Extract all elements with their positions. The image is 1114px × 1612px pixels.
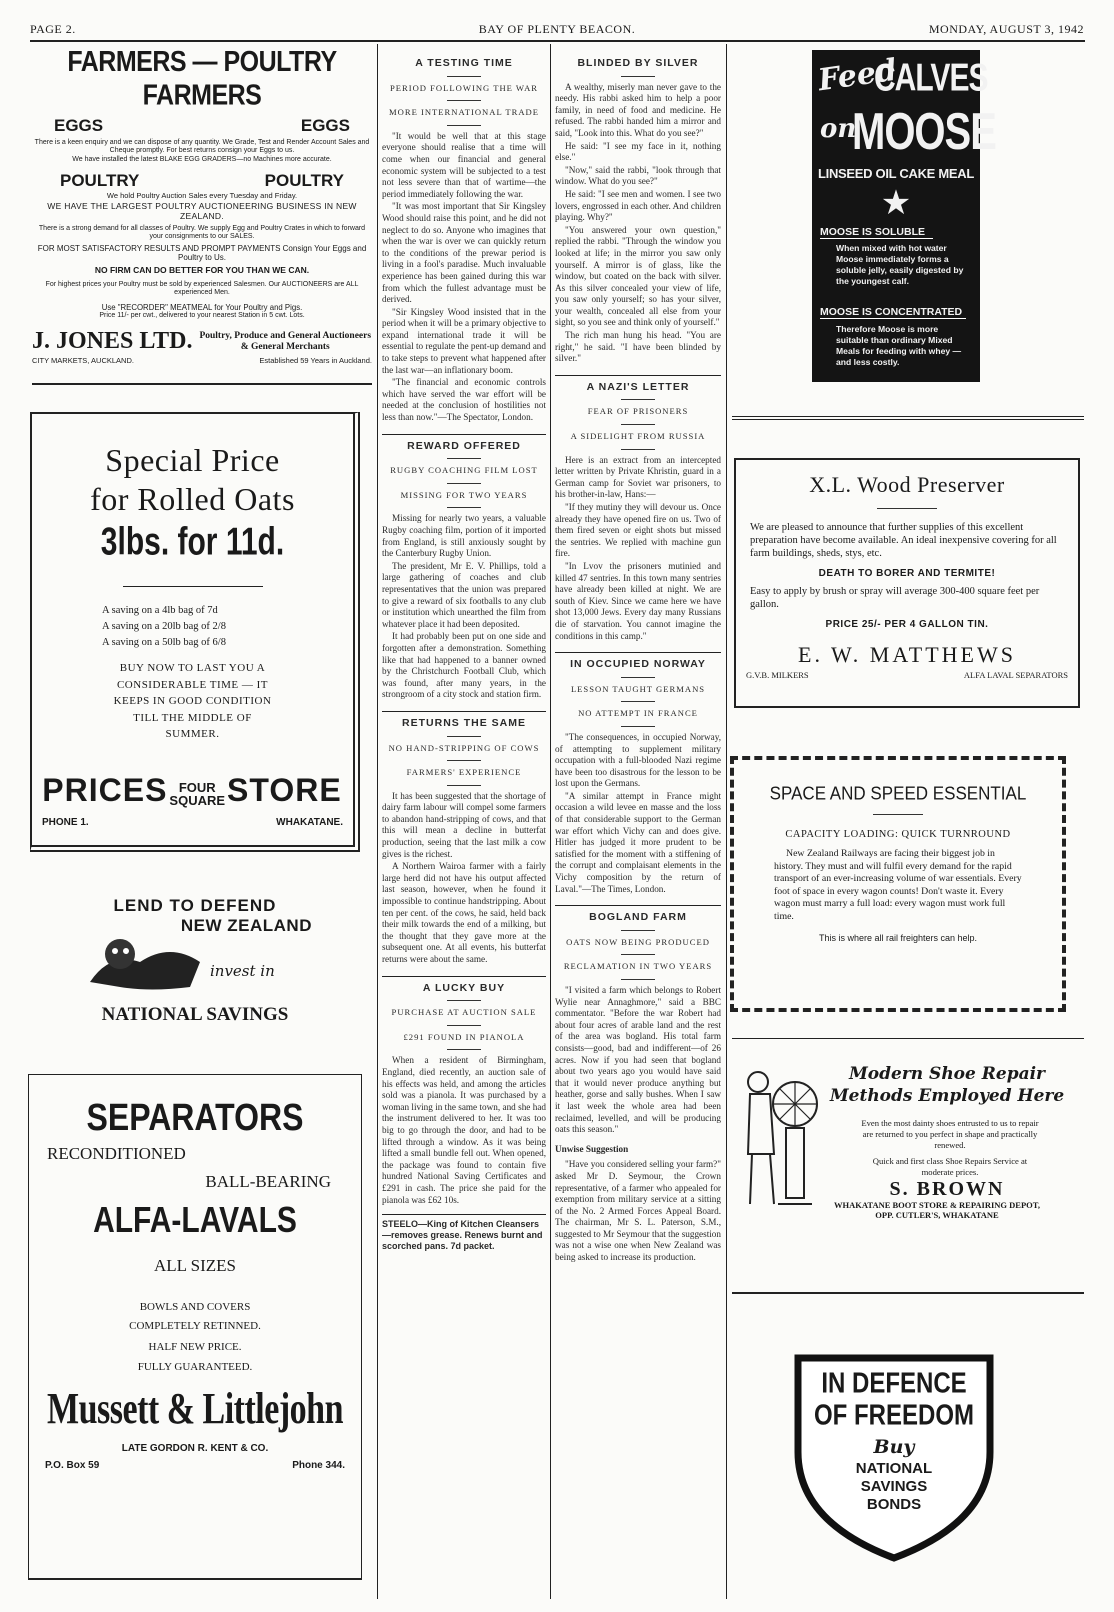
jones-headline: FARMERS — POULTRY FARMERS bbox=[67, 45, 337, 112]
article-title: IN OCCUPIED NORWAY bbox=[570, 658, 706, 671]
article-subtitle: £291 FOUND IN PIANOLA bbox=[403, 1031, 525, 1042]
moose-calves: CALVES bbox=[874, 56, 988, 100]
jones-established: Established 59 Years in Auckland. bbox=[259, 356, 372, 366]
article-subtitle: RUGBY COACHING FILM LOST bbox=[390, 465, 538, 476]
article-paragraph: "I visited a farm which belongs to Robert Wylie near Annaghmore," said a BBC commentator. "Before the war Robert had about four acres of arable land and the rest of the area was bogland. His total farm consists—good, bad and indifferent—of 26 acres. Now if you had seen that bogland about two years ago you would have said that it would never produce anything but heather, gorse and sally bushes. When I saw it last week the whole area had been reclaimed, levelled, and will be producing oats this season." bbox=[555, 985, 721, 1135]
shoe-opposite: OPP. CUTLER'S, WHAKATANE bbox=[875, 1210, 999, 1220]
article-paragraph: A Northern Wairoa farmer with a fairly large herd did not have his output affected last season, however, when he found it impossible to continue handstripping. About ten per cent. of the cows, he said, held back their milk towards the end of a milking, but the thought that they gave more at the subsequent one. At all events, his butterfat returns were about the same. bbox=[382, 861, 546, 964]
poultry-text: FOR MOST SATISFACTORY RESULTS AND PROMPT PAYMENTS Consign Your Eggs and Poultry to Us. bbox=[37, 243, 367, 263]
article-paragraph: "Now," said the rabbi, "look through that window. What do you see?" bbox=[555, 164, 721, 187]
separators-body: BOWLS AND COVERS COMPLETELY RETINNED. bbox=[129, 1301, 261, 1332]
poultry-label: POULTRY bbox=[60, 171, 140, 191]
article-subtitle: RECLAMATION IN TWO YEARS bbox=[563, 961, 713, 972]
store-name: FOUR bbox=[178, 780, 216, 795]
defence-text: IN DEFENCE bbox=[821, 1367, 967, 1400]
article-paragraph: Missing for nearly two years, a valuable Rugby coaching film, portion of it imported from England, is still anxiously sought by the Canterbury Rugby Union. bbox=[382, 513, 546, 559]
oats-title: Special Price bbox=[105, 442, 280, 478]
article-paragraph: He said: "I see my face in it, nothing else." bbox=[555, 140, 721, 163]
article-paragraph: "The consequences, in occupied Norway, of attempting to supplement military occupation with a full-blooded Nazi regime have been too disastrous for the lesson to be lost upon the Germans. bbox=[555, 731, 721, 789]
lend-defend-advert bbox=[60, 896, 330, 1036]
defence-text: BONDS bbox=[866, 1496, 922, 1513]
moose-on: on bbox=[820, 114, 857, 144]
article-paragraph: "In Lvov the prisoners mutinied and killed 47 sentries. In this town many sentries have already been killed at night. We are south of Kiev. Since we came here we have shot 13,000 Jews. Every day many Russians die of starvation. You cannot imagine the conditions in this camp." bbox=[555, 560, 721, 641]
article-subtitle: PERIOD FOLLOWING THE WAR bbox=[389, 82, 539, 93]
wood-left: G.V.B. MILKERS bbox=[746, 670, 809, 680]
shoe-title: Methods Employed Here bbox=[829, 1086, 1065, 1106]
article-subtitle: NO HAND-STRIPPING OF COWS bbox=[388, 742, 540, 753]
article-paragraph: "It was most important that Sir Kingsley Wood should raise this point, and he did not neglect to do so. Anyone who imagines that when the war is over we can quickly return to the conditions of the prewar period is living in a fool's paradise. Much invaluable experience has been gained during this war from which the fullest advantage must be derived. bbox=[382, 201, 546, 305]
column-three bbox=[555, 52, 721, 1265]
separators-brand: ALFA-LAVALS bbox=[93, 1200, 297, 1241]
moose-concentrated: MOOSE IS CONCENTRATED bbox=[820, 306, 966, 319]
moose-name: MOOSE bbox=[852, 103, 996, 161]
poultry-label: POULTRY bbox=[264, 171, 344, 191]
wood-right: ALFA LAVAL SEPARATORS bbox=[963, 670, 1068, 680]
separators-line: BALL-BEARING bbox=[205, 1172, 331, 1191]
moose-concentrated-text: Therefore Moose is more suitable than ordinary Mixed Meals for feeding with whey —and less costly. bbox=[836, 324, 962, 367]
article-title: A LUCKY BUY bbox=[422, 981, 506, 994]
article-title: REWARD OFFERED bbox=[407, 439, 521, 452]
wood-title: X.L. Wood Preserver bbox=[809, 472, 1005, 497]
jones-firm-name: J. JONES LTD. bbox=[32, 328, 193, 355]
section-rule bbox=[732, 419, 1084, 420]
lend-text: LEND TO DEFEND bbox=[113, 896, 277, 915]
moose-linseed: LINSEED OIL CAKE MEAL bbox=[818, 166, 974, 181]
article-title: BOGLAND FARM bbox=[589, 911, 687, 924]
defence-advert bbox=[794, 1352, 994, 1562]
jones-firm-desc: Poultry, Produce and General Auctioneers & General Merchants bbox=[199, 330, 372, 352]
article-title: BLINDED BY SILVER bbox=[577, 57, 699, 69]
oats-price: 3lbs. for 11d. bbox=[100, 520, 285, 564]
defence-text: OF FREEDOM bbox=[814, 1399, 974, 1432]
wood-firm: E. W. MATTHEWS bbox=[798, 642, 1016, 667]
store-name: STORE bbox=[227, 772, 342, 808]
wood-body: We are pleased to announce that further supplies of this excellent preparation have become available. An ideal inexpensive covering for all farm buildings, sheds, stys, etc. bbox=[750, 522, 1057, 559]
moose-soluble-text: When mixed with hot water Moose immediately forms a soluble jelly, easily digested by the youngest calf. bbox=[836, 243, 964, 286]
article-title: RETURNS THE SAME bbox=[402, 716, 526, 729]
page-number: PAGE 2. bbox=[30, 22, 76, 36]
poultry-text: NO FIRM CAN DO BETTER FOR YOU THAN WE CAN. bbox=[94, 264, 310, 275]
article-title: Unwise Suggestion bbox=[555, 1143, 629, 1154]
header-rule bbox=[30, 40, 1085, 42]
article-paragraph: It had probably been put on one side and forgotten after a demonstration. Something like that had happened to a banner owned by the Christchurch Football Club, which was found, after many years, in the strongroom of a city stock and station firm. bbox=[382, 631, 546, 700]
section-rule bbox=[32, 383, 372, 385]
article-paragraph: He said: "I see men and women. I see two lovers, engrossed in each other. And children playing. Why?" bbox=[555, 188, 721, 223]
bulldog-map-icon bbox=[80, 932, 220, 992]
separators-guarantee: FULLY GUARANTEED. bbox=[137, 1361, 253, 1373]
meatmeal-text: Use "RECORDER" MEATMEAL for Your Poultry and Pigs. bbox=[101, 302, 303, 312]
separators-phone: Phone 344. bbox=[292, 1460, 345, 1471]
eggs-text: We have installed the latest BLAKE EGG GRADERS—no Machines more accurate. bbox=[72, 155, 332, 163]
rail-sub: CAPACITY LOADING: QUICK TURNROUND bbox=[785, 829, 1011, 840]
column-divider bbox=[377, 44, 378, 1599]
shoe-store: WHAKATANE BOOT STORE & REPAIRING DEPOT, bbox=[834, 1200, 1040, 1210]
column-two bbox=[382, 52, 546, 1252]
issue-date: MONDAY, AUGUST 3, 1942 bbox=[928, 22, 1084, 36]
wood-easy: Easy to apply by brush or spray will average 300-400 square feet per gallon. bbox=[750, 586, 1040, 610]
separators-line: RECONDITIONED bbox=[47, 1144, 186, 1163]
railways-advert bbox=[730, 756, 1066, 1012]
section-rule bbox=[732, 416, 1084, 417]
shoe-title: Modern Shoe Repair bbox=[848, 1064, 1046, 1084]
lend-text: invest in bbox=[210, 962, 275, 980]
separators-firm: Mussett & Littlejohn bbox=[47, 1385, 343, 1434]
article-subtitle: LESSON TAUGHT GERMANS bbox=[570, 683, 706, 694]
article-paragraph: The president, Mr E. V. Phillips, told a large gathering of coaches and club representatives that the union was prepared to give a reward of six footballs to any club or institution which unearthed the film from whatever place it had been deposited. bbox=[382, 560, 546, 629]
wood-preserver-advert bbox=[734, 458, 1080, 708]
defence-buy: Buy bbox=[873, 1436, 915, 1458]
meatmeal-price: Price 11/- per cwt., delivered to your nearest Station in 5 cwt. Lots. bbox=[99, 311, 305, 319]
article-subtitle: MORE INTERNATIONAL TRADE bbox=[388, 107, 540, 118]
article-title: A TESTING TIME bbox=[415, 57, 513, 69]
lend-text: NATIONAL SAVINGS bbox=[101, 1004, 289, 1025]
oats-advert bbox=[30, 412, 360, 852]
column-divider bbox=[550, 44, 551, 1599]
newspaper-title: BAY OF PLENTY BEACON. bbox=[478, 22, 636, 36]
article-subtitle: MISSING FOR TWO YEARS bbox=[400, 489, 528, 500]
article-subtitle: NO ATTEMPT IN FRANCE bbox=[578, 708, 698, 719]
steelo-advert: STEELO—King of Kitchen Cleansers—removes grease. Renews burnt and scorched pans. 7d packet. bbox=[382, 1219, 543, 1252]
eggs-label: EGGS bbox=[54, 116, 104, 135]
jones-address: CITY MARKETS, AUCKLAND. bbox=[32, 356, 134, 366]
article-paragraph: "It would be well that at this stage everyone should realise that a time will come when our financial and general economic system will be subjected to a test not less severe than that of wartime—the period immediately following the war. bbox=[382, 130, 546, 199]
article-paragraph: "If they mutiny they will devour us. Once already they have opened fire on us. Two of them fired seven or eight shots but missed the sentries. We replied with machine gun fire. bbox=[555, 502, 721, 559]
separators-late: LATE GORDON R. KENT & CO. bbox=[121, 1443, 269, 1454]
rail-title: SPACE AND SPEED ESSENTIAL bbox=[769, 783, 1027, 804]
store-phone: PHONE 1. bbox=[42, 817, 89, 828]
poultry-text: There is a strong demand for all classes of Poultry. We supply Egg and Poultry Crates in which to forward your consignments to our SALES. bbox=[38, 224, 366, 241]
shoe-quick: Quick and first class Shoe Repairs Service at moderate prices. bbox=[872, 1156, 1028, 1177]
oats-title: for Rolled Oats bbox=[90, 481, 295, 517]
oats-saving: A saving on a 20lb bag of 2/8 bbox=[102, 621, 226, 632]
article-paragraph: A wealthy, miserly man never gave to the needy. His rabbi asked him to help a poor family, in need of food and medicine. He refused. The rabbi handed him a mirror and said, "Look into this. What do you see?" bbox=[555, 81, 721, 138]
moose-soluble: MOOSE IS SOLUBLE bbox=[820, 226, 933, 239]
oats-saving: A saving on a 4lb bag of 7d bbox=[102, 605, 218, 616]
eggs-label: EGGS bbox=[300, 116, 350, 135]
article-paragraph: "You answered your own question," replied the rabbi. "Through the window you looked at life; in the mirror you saw only yourself. A mirror is of glass, like the window, but coated on the back with silver. As this silver concealed your view of life, you saw only yourself; so has your silver, your wealth, concealed all else from your sight, so you see and think only of yourself." bbox=[555, 224, 721, 328]
store-name: SQUARE bbox=[169, 793, 226, 808]
article-subtitle: FARMERS' EXPERIENCE bbox=[406, 767, 522, 778]
cobbler-icon bbox=[740, 1064, 820, 1214]
poultry-text: For highest prices your Poultry must be sold by experienced Salesmen. Our AUCTIONEERS are ALL experienced Men. bbox=[45, 280, 359, 297]
separators-sizes: ALL SIZES bbox=[153, 1256, 236, 1275]
shoe-repair-advert bbox=[740, 1060, 1080, 1220]
column-divider bbox=[726, 44, 727, 1599]
moose-feed: Feed bbox=[815, 52, 899, 99]
poultry-text: WE HAVE THE LARGEST POULTRY AUCTIONEERING BUSINESS IN NEW ZEALAND. bbox=[47, 200, 357, 221]
section-rule bbox=[732, 1292, 1084, 1294]
shoe-firm: S. BROWN bbox=[889, 1178, 1005, 1200]
article-paragraph: "A similar attempt in France might occasion a wild levee en masse and the loss of that considerable support to the German war effort which Vichy can and does give. Hitler has judged it more prudent to be satisfied for the moment with a stiffening of the corrupt and complaisant elements in the Vichy composition by the return of Laval."—The Times, London. bbox=[555, 790, 721, 894]
moose-advert bbox=[812, 50, 996, 382]
rail-body: New Zealand Railways are facing their biggest job in history. They must and will fulfil every demand for the rapid transport of an ever-increasing volume of war essentials. Every foot of space in every wagon counts! Don't waste it. Every wagon must marry a full load: every wagon must work full time. bbox=[774, 848, 1022, 922]
article-title: A NAZI'S LETTER bbox=[586, 380, 690, 393]
article-paragraph: "Have you considered selling your farm?" asked Mr D. Seymour, the Crown representative, of a farmer who appealed for exemption from military service at a sitting of the No. 2 Armed Forces Appeal Board. The chairman, Mr S. L. Paterson, S.M., suggested to Mr Seymour that the suggestion was not a wise one when New Zealand was being asked to increase its production. bbox=[555, 1159, 721, 1263]
lend-text: NEW ZEALAND bbox=[180, 916, 312, 935]
wood-death: DEATH TO BORER AND TERMITE! bbox=[818, 568, 996, 579]
article-paragraph: When a resident of Birmingham, England, died recently, an auction sale of his effects was held, and among the articles sold was a pianola. It was purchased by a woman living in the same town, and she had the instrument delivered to her. It was too big to go through the door, and had to be lifted through a window. As it was being lifted a small bundle fell out. When opened, the package was found to contain five hundred National Saving Certificates and £291 in cash. The price she paid for the pianola was £62 10s. bbox=[382, 1055, 546, 1205]
defence-text: NATIONAL bbox=[855, 1460, 933, 1477]
star-icon: ★ bbox=[880, 183, 912, 223]
oats-saving: A saving on a 50lb bag of 6/8 bbox=[102, 637, 226, 648]
article-subtitle: FEAR OF PRISONERS bbox=[587, 406, 689, 417]
separators-half: HALF NEW PRICE. bbox=[148, 1341, 242, 1353]
article-paragraph: "The financial and economic controls which have served the war effort will be needed at the conclusion of hostilities not less than now."—The Spectator, London. bbox=[382, 377, 546, 423]
article-paragraph: Here is an extract from an intercepted letter written by Private Khristin, guard in a German camp for Soviet war prisoners, to his brother-in-law, Hans:— bbox=[555, 454, 721, 500]
separators-title: SEPARATORS bbox=[86, 1095, 304, 1139]
article-paragraph: It has been suggested that the shortage of dairy farm labour will compel some farmers to abandon hand-stripping of cows, and that this will mean a decline in butterfat production, seeing that the last milk a cow gives is the richest. bbox=[382, 790, 546, 859]
article-paragraph: The rich man hung his head. "You are right," he said. "I have been blinded by silver." bbox=[555, 330, 721, 364]
poultry-text: We hold Poultry Auction Sales every Tuesday and Friday. bbox=[106, 191, 298, 201]
store-name: PRICES bbox=[42, 772, 168, 808]
article-subtitle: A SIDELIGHT FROM RUSSIA bbox=[570, 431, 706, 442]
eggs-text: There is a keen enquiry and we can dispose of any quantity. We Grade, Test and Render Account Sales and Cheque promptly. For best returns consign your Eggs to us. bbox=[34, 139, 370, 155]
shoe-body: Even the most dainty shoes entrusted to us to repair are returned to you perfect in shape and practically renewed. bbox=[861, 1118, 1039, 1150]
rail-foot: This is where all rail freighters can help. bbox=[818, 933, 978, 943]
article-subtitle: PURCHASE AT AUCTION SALE bbox=[391, 1007, 537, 1018]
wood-price: PRICE 25/- PER 4 GALLON TIN. bbox=[825, 619, 989, 630]
jones-advert bbox=[32, 45, 372, 366]
oats-body: BUY NOW TO LAST YOU A CONSIDERABLE TIME — IT KEEPS IN GOOD CONDITION TILL THE MIDDLE OF SUMMER. bbox=[113, 662, 272, 740]
separators-box: P.O. Box 59 bbox=[45, 1460, 100, 1471]
defence-text: SAVINGS bbox=[860, 1478, 928, 1495]
article-paragraph: "Sir Kingsley Wood insisted that in the period when it will be a primary objective to expand international trade it will be essential to regulate the pent-up demand and to take steps to prevent what happened after the last war—an inflationary boom. bbox=[382, 306, 546, 375]
section-rule bbox=[732, 1038, 1084, 1039]
store-town: WHAKATANE. bbox=[276, 817, 343, 828]
separators-advert bbox=[28, 1074, 362, 1580]
article-subtitle: OATS NOW BEING PRODUCED bbox=[566, 936, 710, 947]
